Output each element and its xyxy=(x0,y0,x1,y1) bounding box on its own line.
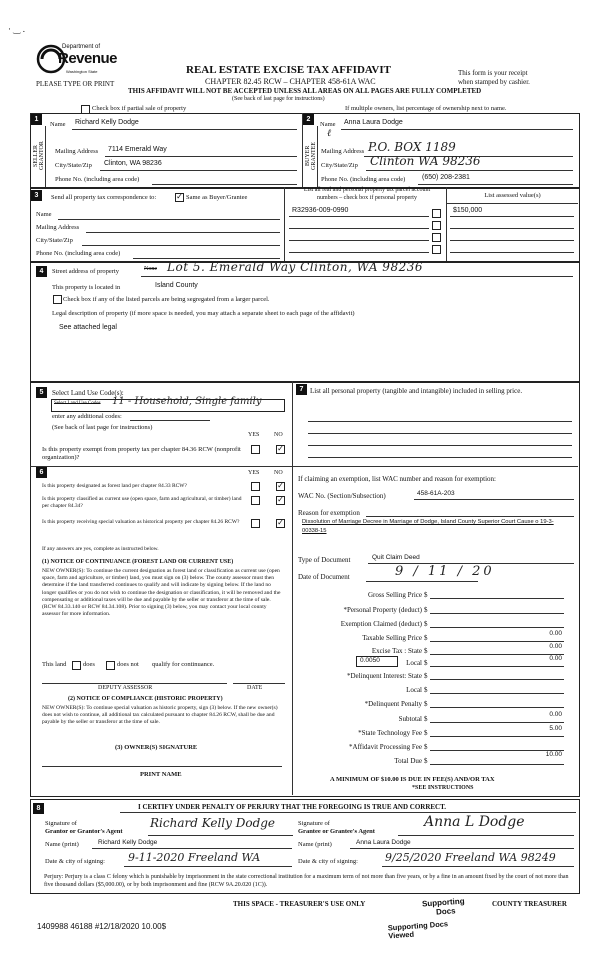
section-7-number: 7 xyxy=(296,384,307,395)
grantor-name: Richard Kelly Dodge xyxy=(98,839,158,846)
seller-mailing-label: Mailing Address xyxy=(55,148,99,155)
fee-prefix-excise-state: $ xyxy=(424,647,428,655)
land-use-code: 11 - Household, Single family xyxy=(112,396,262,407)
fee-label-gross: Gross Selling Price xyxy=(367,591,422,599)
section-6-no-header: NO xyxy=(274,470,283,476)
notice-compliance-title: (2) NOTICE OF COMPLIANCE (HISTORIC PROPERTY) xyxy=(68,696,223,702)
fee-prefix-taxable: $ xyxy=(424,634,428,642)
corr-mailing-label: Mailing Address xyxy=(36,224,80,231)
perjury-statement: Perjury: Perjury is a class C felony which is punishable by imprisonment in the state correctional institution for a maximum term of not more than five years, or by a fine in an amount fixed by the court of not more than five thousand dollars ($5,000.00), or by both imprisonment and fine (RCW 9A.20.020 (1C)). xyxy=(44,874,569,888)
exempt-question: Is this property exempt from property tax per chapter 84.36 RCW (nonprofit organization)? xyxy=(42,446,241,461)
stamp-supporting-1: Supporting xyxy=(421,896,465,909)
fee-value-local: 0.00 xyxy=(549,655,562,662)
same-as-buyer-checkbox[interactable]: ✓ xyxy=(176,192,183,201)
section-4-box xyxy=(30,261,580,383)
buyer-city-label: City/State/Zip xyxy=(321,162,358,169)
section-6-yes-header: YES xyxy=(248,470,260,476)
county-value: Island County xyxy=(155,282,198,289)
fee-prefix-tech-fee: $ xyxy=(424,729,428,737)
personal-property-checkbox-3[interactable] xyxy=(432,233,441,242)
assessor-date-label: DATE xyxy=(247,685,263,691)
fee-prefix-personal: $ xyxy=(424,606,428,614)
fee-label-delinq-interest-local: Local xyxy=(406,686,422,694)
does-label: does xyxy=(83,661,95,668)
grantor-date-city: 9-11-2020 Freeland WA xyxy=(128,851,261,864)
section-6-number: 6 xyxy=(36,467,47,478)
current-use-question: Is this property classified as current use (open space, farm and agricultural, or timber) land per chapter 84.34? xyxy=(42,496,242,509)
does-not-label: does not xyxy=(117,661,139,668)
dept-small: Department of xyxy=(62,44,101,50)
fee-prefix-local: $ xyxy=(424,659,428,667)
corner-marks: · ‿ . xyxy=(8,24,25,34)
notice-continuance-title: (1) NOTICE OF CONTINUANCE (FOREST LAND OR CURRENT USE) xyxy=(42,559,234,565)
page-title: REAL ESTATE EXCISE TAX AFFIDAVIT xyxy=(186,64,391,76)
send-correspondence-label: Send all property tax correspondence to: xyxy=(51,194,157,201)
fee-value-excise-state: 0.00 xyxy=(549,643,562,650)
fee-label-subtotal: Subtotal xyxy=(398,715,422,723)
current-use-no-checkbox[interactable]: ✓ xyxy=(277,495,284,504)
buyer-city: Clinton WA 98236 xyxy=(370,154,481,168)
exempt-no-checkbox[interactable]: ✓ xyxy=(277,444,284,453)
fee-label-local: Local xyxy=(406,659,422,667)
warning-line: THIS AFFIDAVIT WILL NOT BE ACCEPTED UNLESS ALL AREAS ON ALL PAGES ARE FULLY COMPLETED xyxy=(128,87,482,95)
personal-property-checkbox-1[interactable] xyxy=(432,209,441,218)
fee-prefix-subtotal: $ xyxy=(424,715,428,723)
legal-label: Legal description of property (if more space is needed, you may attach a separate sheet to each page of the affidavit) xyxy=(52,310,355,317)
receipt-note-1: This form is your receipt xyxy=(458,69,528,77)
corr-name-label: Name xyxy=(36,211,52,218)
does-not-checkbox[interactable] xyxy=(106,661,115,670)
supporting-docs-stamp: Supporting Docs Viewed xyxy=(387,919,449,941)
buyer-mailing: P.O. BOX 1189 xyxy=(368,140,456,154)
section-5-no-header: NO xyxy=(274,432,283,438)
historic-yes-checkbox[interactable] xyxy=(251,519,260,528)
doc-date-value: 9 / 11 / 20 xyxy=(395,564,495,579)
exemption-label: If claiming an exemption, list WAC number and reason for exemption: xyxy=(298,475,496,483)
if-yes-note: If any answers are yes, complete as instructed below. xyxy=(42,546,159,552)
qualify-label: qualify for continuance. xyxy=(152,661,215,668)
buyer-grantee-label: BUYER GRANTEE xyxy=(305,142,317,170)
section-4-number: 4 xyxy=(36,266,47,277)
doc-type-label: Type of Document xyxy=(298,556,351,564)
section-1-number: 1 xyxy=(31,114,42,125)
local-rate-value: 0.0050 xyxy=(360,657,380,664)
segregated-label: Check box if any of the listed parcels are being segregated from a larger parcel. xyxy=(63,296,270,303)
personal-property-label: List all personal property (tangible and intangible) included in selling price. xyxy=(310,387,523,395)
buyer-phone: (650) 208-2381 xyxy=(422,174,470,181)
fee-value-tech-fee: 5.00 xyxy=(549,725,562,732)
current-use-yes-checkbox[interactable] xyxy=(251,496,260,505)
fee-label-excise-state: Excise Tax : State xyxy=(371,647,422,655)
grantee-name: Anna Laura Dodge xyxy=(356,839,411,846)
see-instructions-note: *SEE INSTRUCTIONS xyxy=(412,785,474,791)
chapter-line: CHAPTER 82.45 RCW – CHAPTER 458-61A WAC xyxy=(205,77,376,86)
this-land-label: This land xyxy=(42,661,67,668)
historic-question: Is this property receiving special valuation as historical property per chapter 84.26 RCW? xyxy=(42,519,240,525)
corr-city-label: City/State/Zip xyxy=(36,237,73,244)
fee-prefix-delinq-interest-local: $ xyxy=(424,686,428,694)
section-5-yes-header: YES xyxy=(248,432,260,438)
grantee-sig-label-2: Grantee or Grantee's Agent xyxy=(298,828,375,835)
does-checkbox[interactable] xyxy=(72,661,81,670)
notice-continuance-body: NEW OWNER(S): To continue the current designation as forest land or classification as current use (open space, farm and agriculture, or timber) land, you must sign on (3) below. The county assessor must then determine if the land transferred continues to qualify and will indicate by signing below. If the land no longer qualifies or you do not wish to continue the designation or classification, it will be removed and the compensating or additional taxes will be due and payable by the seller or transferor at the time of sale. (RCW 84.33.140 or RCW 84.34.108). Prior to signing (3) below, you may contact your local county assessor for more information. xyxy=(42,568,281,618)
grantor-signature: Richard Kelly Dodge xyxy=(150,816,276,830)
print-name-label: PRINT NAME xyxy=(140,771,182,778)
buyer-name: Anna Laura Dodge xyxy=(344,119,403,126)
section-2-number: 2 xyxy=(303,114,314,125)
grantee-date-label: Date & city of signing: xyxy=(298,858,358,865)
fee-label-delinq-penalty: *Delinquent Penalty xyxy=(364,700,422,708)
buyer-mark: ℓ xyxy=(327,128,332,139)
wac-label: WAC No. (Section/Subsection) xyxy=(298,492,386,500)
county-treasurer-label: COUNTY TREASURER xyxy=(492,900,567,908)
section-3-number: 3 xyxy=(31,190,42,201)
seller-phone-label: Phone No. (including area code) xyxy=(55,176,140,183)
fee-prefix-delinq-penalty: $ xyxy=(424,700,428,708)
fee-label-delinq-interest-state: *Delinquent Interest: State xyxy=(346,672,422,680)
assessed-value: $150,000 xyxy=(453,207,483,214)
doc-date-label: Date of Document xyxy=(298,573,350,581)
fee-prefix-gross: $ xyxy=(424,591,428,599)
segregated-checkbox[interactable] xyxy=(53,295,62,304)
partial-sale-label: Check box if partial sale of property xyxy=(92,105,187,112)
reason-label: Reason for exemption xyxy=(298,509,360,517)
exempt-yes-checkbox[interactable] xyxy=(251,445,260,454)
grantor-name-label: Name (print) xyxy=(45,841,79,848)
seller-city: Clinton, WA 98236 xyxy=(104,160,162,167)
seller-name: Richard Kelly Dodge xyxy=(75,119,139,126)
see-back-note: (See back of last page for instructions) xyxy=(232,96,325,102)
seller-name-label: Name xyxy=(50,121,66,128)
fee-prefix-delinq-interest-state: $ xyxy=(424,672,428,680)
wac-value: 458-61A-203 xyxy=(417,490,455,497)
grantee-date-city: 9/25/2020 Freeland WA 98249 xyxy=(385,851,556,864)
fee-label-taxable: Taxable Selling Price xyxy=(362,634,422,642)
same-as-buyer-label: Same as Buyer/Grantee xyxy=(186,194,248,201)
land-use-label: Select Land Use Code(s): xyxy=(52,389,124,397)
seller-grantor-label: SELLER GRANTOR xyxy=(33,141,45,171)
grantor-sig-label-2: Grantor or Grantor's Agent xyxy=(45,828,123,835)
county-label: This property is located in xyxy=(52,284,121,291)
parcel-header-2: numbers – check box if personal property xyxy=(317,195,417,201)
fee-prefix-processing-fee: $ xyxy=(424,743,428,751)
fee-prefix-exemption: $ xyxy=(424,620,428,628)
forest-no-checkbox[interactable]: ✓ xyxy=(277,481,284,490)
grantor-date-label: Date & city of signing: xyxy=(45,858,105,865)
fee-label-exemption: Exemption Claimed (deduct) xyxy=(340,620,422,628)
street-label: Street address of property xyxy=(52,268,119,275)
recording-stamp: 1409988 46188 #12/18/2020 10.00$ xyxy=(37,922,167,931)
fee-label-processing-fee: *Affidavit Processing Fee xyxy=(349,743,422,751)
parcel-header-1: List all real and personal property tax parcel account xyxy=(303,187,431,193)
historic-no-checkbox[interactable]: ✓ xyxy=(277,518,284,527)
grantee-signature: Anna L Dodge xyxy=(424,814,525,830)
fee-prefix-total: $ xyxy=(424,757,428,765)
buyer-phone-label: Phone No. (including area code) xyxy=(321,176,406,183)
certify-statement: I CERTIFY UNDER PENALTY OF PERJURY THAT THE FOREGOING IS TRUE AND CORRECT. xyxy=(138,803,447,811)
corr-phone-label: Phone No. (including area code) xyxy=(36,250,121,257)
type-print-note: PLEASE TYPE OR PRINT xyxy=(36,80,115,88)
additional-codes-label: enter any additional codes: xyxy=(52,413,122,420)
street-address: Lot 5. Emerald Way Clinton, WA 98236 xyxy=(167,260,423,274)
legal-value: See attached legal xyxy=(59,324,117,331)
dept-sub: Washington State xyxy=(66,69,98,74)
fee-label-tech-fee: *State Technology Fee xyxy=(358,729,422,737)
reason-value: Dissolution of Marriage Decree in Marriage of Dodge, Island County Superior Court Cause o 19-3-00338-15 xyxy=(302,519,554,534)
doc-type-value: Quit Claim Deed xyxy=(372,554,420,561)
grantee-sig-label-1: Signature of xyxy=(298,820,330,827)
personal-property-checkbox-4[interactable] xyxy=(432,245,441,254)
fee-value-taxable: 0.00 xyxy=(549,630,562,637)
section-5-number: 5 xyxy=(36,387,47,398)
personal-property-checkbox-2[interactable] xyxy=(432,221,441,230)
minimum-fee-note: A MINIMUM OF $10.00 IS DUE IN FEE(S) AND/OR TAX xyxy=(330,776,495,783)
notice-compliance-body: NEW OWNER(S): To continue special valuation as historic property, sign (3) below. If the new owner(s) does not wish to continue, all additional tax calculated pursuant to chapter 84.26 RCW, shall be due and payable by the seller or transferor at the time of sale. xyxy=(42,705,278,726)
assessed-header: List assessed value(s) xyxy=(484,192,541,199)
land-use-strike: Select Land Use Codes xyxy=(54,401,101,406)
street-strike: None xyxy=(144,266,157,272)
fee-value-total: 10.00 xyxy=(545,751,562,758)
land-use-instructions: (See back of last page for instructions) xyxy=(52,424,153,431)
dept-big: Revenue xyxy=(58,50,118,67)
treasurer-space-label: THIS SPACE - TREASURER'S USE ONLY xyxy=(233,900,366,908)
seller-city-label: City/State/Zip xyxy=(55,162,92,169)
owner-signature-label: (3) OWNER(S) SIGNATURE xyxy=(115,744,198,751)
deputy-assessor-label: DEPUTY ASSESSOR xyxy=(98,685,153,691)
multiple-owners-note: If multiple owners, list percentage of ownership next to name. xyxy=(345,105,507,112)
grantee-name-label: Name (print) xyxy=(298,841,332,848)
section-8-number: 8 xyxy=(33,803,44,814)
parcel-number: R32936-009-0990 xyxy=(292,207,349,214)
fee-value-subtotal: 0.00 xyxy=(549,711,562,718)
receipt-note-2: when stamped by cashier. xyxy=(458,78,530,86)
seller-mailing: 7114 Emerald Way xyxy=(108,146,167,153)
fee-label-personal: *Personal Property (deduct) xyxy=(343,606,422,614)
forest-question: Is this property designated as forest land per chapter 84.33 RCW? xyxy=(42,483,187,489)
buyer-mailing-label: Mailing Address xyxy=(321,148,365,155)
logo xyxy=(36,42,121,78)
forest-yes-checkbox[interactable] xyxy=(251,482,260,491)
stamp-supporting-2: Docs xyxy=(435,906,456,917)
grantor-sig-label-1: Signature of xyxy=(45,820,77,827)
fee-label-total: Total Due xyxy=(394,757,422,765)
buyer-name-label: Name xyxy=(320,121,336,128)
